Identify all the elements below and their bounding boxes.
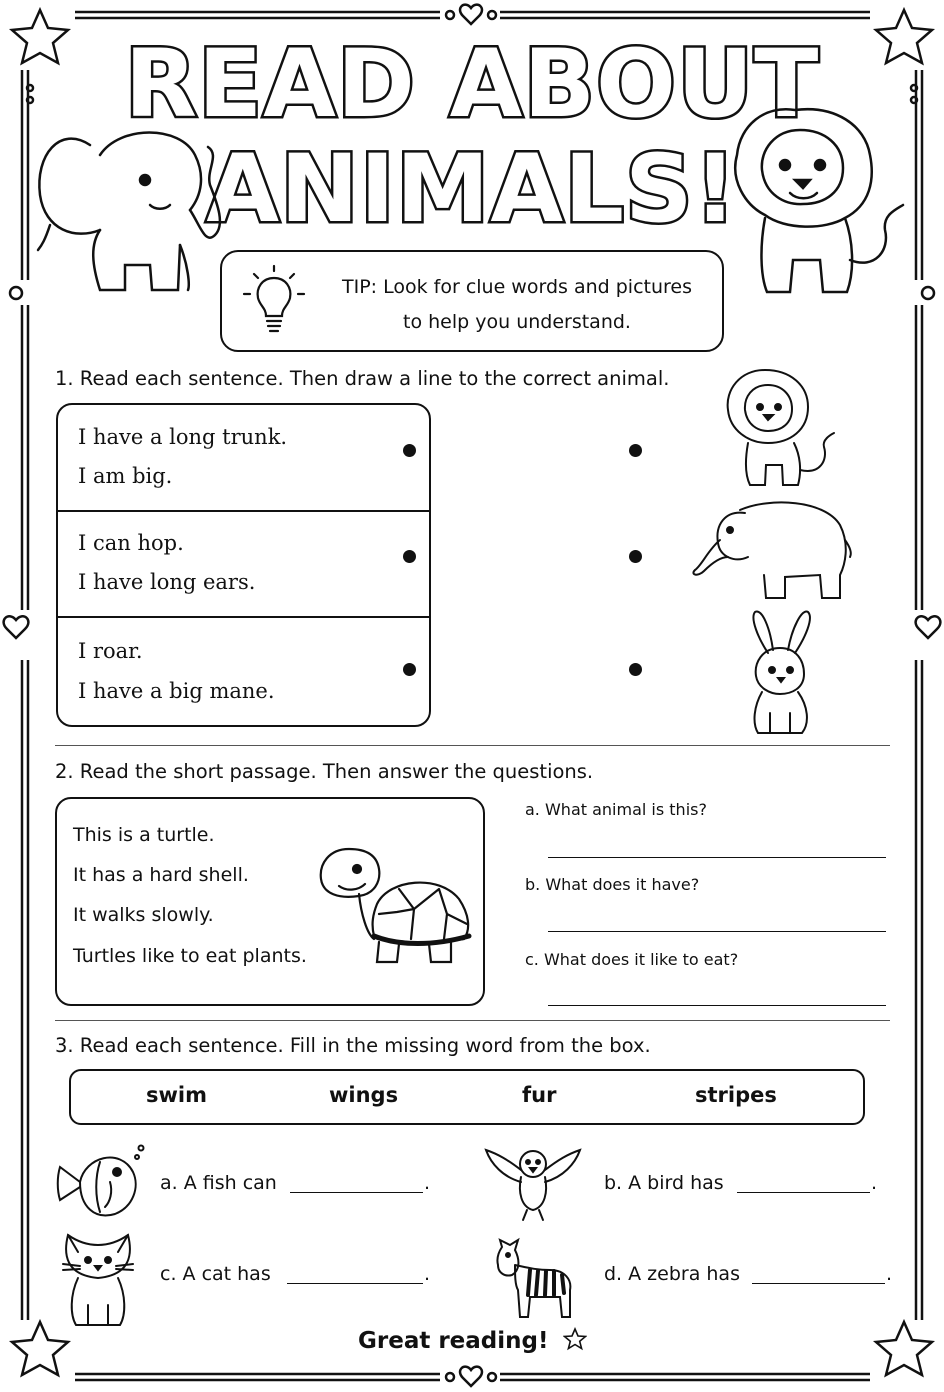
- sentence-row: [58, 405, 429, 512]
- section1-heading: 1. Read each sentence. Then draw a line to the correct animal.: [55, 367, 670, 390]
- elephant-icon: [30, 115, 230, 300]
- sentence-line: I have a long trunk.: [78, 425, 288, 449]
- fill-blank-c[interactable]: [287, 1283, 423, 1284]
- fill-blank-a[interactable]: [290, 1192, 423, 1193]
- lion-icon: [725, 100, 915, 300]
- question-b: b. What does it have?: [525, 875, 700, 894]
- word-bank-item: stripes: [695, 1083, 777, 1107]
- section-divider: [55, 745, 890, 746]
- sentence-line: I roar.: [78, 639, 143, 663]
- match-dot-left[interactable]: [403, 663, 416, 676]
- page-title-line2: ANIMALS!: [206, 135, 738, 244]
- sentence-row: [58, 617, 429, 722]
- passage-line: Turtles like to eat plants.: [73, 945, 307, 967]
- fill-sentence-a: a. A fish can: [160, 1172, 277, 1194]
- word-bank-item: wings: [329, 1083, 399, 1107]
- section-divider: [55, 1020, 890, 1021]
- answer-line-c[interactable]: [548, 1005, 886, 1006]
- question-c: c. What does it like to eat?: [525, 950, 739, 969]
- passage-line: It walks slowly.: [73, 904, 214, 926]
- tip-line1: TIP: Look for clue words and pictures: [342, 276, 692, 298]
- fill-sentence-b: b. A bird has: [604, 1172, 724, 1194]
- section3-heading: 3. Read each sentence. Fill in the missing word from the box.: [55, 1034, 651, 1057]
- word-bank-item: swim: [146, 1083, 207, 1107]
- lion-icon: [720, 365, 840, 490]
- question-a: a. What animal is this?: [525, 800, 707, 819]
- sentence-line: I have a big mane.: [78, 679, 275, 703]
- tip-box: [220, 250, 724, 352]
- match-dot-right[interactable]: [629, 663, 642, 676]
- zebra-icon: [490, 1235, 580, 1320]
- rabbit-icon: [740, 608, 820, 740]
- section2-heading: 2. Read the short passage. Then answer the questions.: [55, 760, 594, 783]
- passage-line: This is a turtle.: [73, 824, 215, 846]
- word-bank: [69, 1069, 865, 1125]
- cat-icon: [58, 1230, 138, 1330]
- fish-icon: [55, 1142, 145, 1224]
- fill-sentence-c: c. A cat has: [160, 1263, 271, 1285]
- answer-line-b[interactable]: [548, 931, 886, 932]
- fill-blank-d[interactable]: [752, 1283, 885, 1284]
- match-dot-right[interactable]: [629, 550, 642, 563]
- tip-line2: to help you understand.: [403, 311, 631, 333]
- fill-sentence-d: d. A zebra has: [604, 1263, 740, 1285]
- bird-icon: [483, 1142, 583, 1224]
- turtle-icon: [319, 844, 477, 969]
- lightbulb-icon: [242, 264, 306, 336]
- fill-end: .: [871, 1172, 878, 1194]
- match-dot-right[interactable]: [629, 444, 642, 457]
- match-dot-left[interactable]: [403, 444, 416, 457]
- elephant-icon: [690, 495, 855, 603]
- fill-end: .: [424, 1263, 431, 1285]
- footer-message: [358, 1327, 587, 1354]
- passage-box: [55, 797, 485, 1006]
- sentence-line: I can hop.: [78, 531, 184, 555]
- fill-end: .: [886, 1263, 893, 1285]
- sentence-line: I am big.: [78, 464, 173, 488]
- fill-blank-b[interactable]: [737, 1192, 870, 1193]
- star-icon: [563, 1327, 587, 1351]
- sentence-line: I have long ears.: [78, 570, 256, 594]
- sentence-box: [56, 403, 431, 727]
- passage-line: It has a hard shell.: [73, 864, 249, 886]
- match-dot-left[interactable]: [403, 550, 416, 563]
- footer-text: Great reading!: [358, 1328, 549, 1354]
- sentence-row: [58, 511, 429, 618]
- answer-line-a[interactable]: [548, 857, 886, 858]
- fill-end: .: [424, 1172, 431, 1194]
- page-title-line1: READ ABOUT: [124, 30, 820, 139]
- word-bank-item: fur: [522, 1083, 557, 1107]
